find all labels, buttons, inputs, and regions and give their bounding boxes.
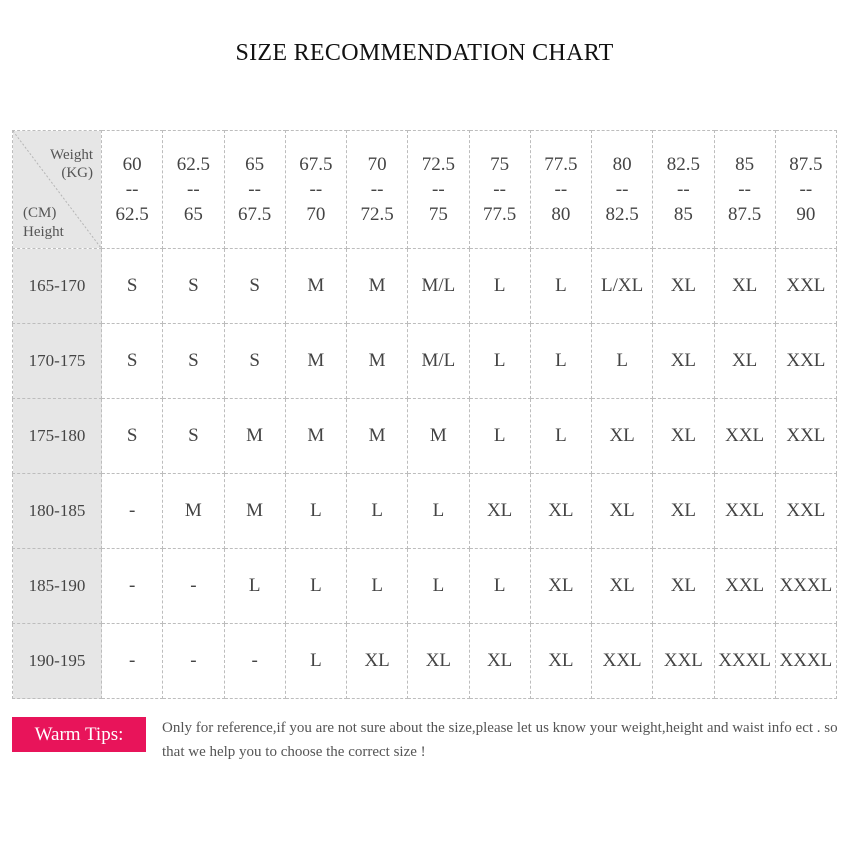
weight-range-to: 65 xyxy=(183,204,203,225)
weight-range-from: 62.5 xyxy=(176,154,210,175)
weight-range-sep: -- xyxy=(554,179,568,200)
weight-range-to: 75 xyxy=(428,204,448,225)
table-row xyxy=(13,249,837,324)
weight-range-to: 72.5 xyxy=(360,204,394,225)
weight-range-to: 70 xyxy=(306,204,326,225)
weight-range-to: 87.5 xyxy=(728,204,762,225)
height-label: Height xyxy=(23,224,64,240)
size-cell: L xyxy=(592,324,653,399)
size-cell: XL xyxy=(653,399,714,474)
table-row xyxy=(13,474,837,549)
weight-range-from: 80 xyxy=(612,154,632,175)
weight-range-header xyxy=(347,131,408,249)
size-cell: XL xyxy=(530,624,591,699)
size-cell: XL xyxy=(653,249,714,324)
weight-range-sep: -- xyxy=(187,179,200,200)
size-cell: XXL xyxy=(714,474,775,549)
weight-range-from: 67.5 xyxy=(299,154,333,175)
size-cell: L xyxy=(347,474,408,549)
size-cell: XL xyxy=(653,324,714,399)
size-cell: XL xyxy=(714,249,775,324)
size-cell: XXL xyxy=(714,399,775,474)
warm-tips-badge: Warm Tips: xyxy=(12,717,146,752)
weight-range-from: 75 xyxy=(490,154,510,175)
weight-range-header xyxy=(224,131,285,249)
weight-label: Weight xyxy=(50,147,93,163)
size-cell: XL xyxy=(653,549,714,624)
size-cell: XXL xyxy=(775,399,836,474)
height-range-header: 175-180 xyxy=(13,399,102,474)
weight-range-sep: -- xyxy=(677,179,690,200)
size-cell: M xyxy=(224,474,285,549)
size-cell: M xyxy=(347,249,408,324)
weight-range-from: 77.5 xyxy=(544,154,578,175)
size-cell: L xyxy=(469,324,530,399)
size-cell: XXL xyxy=(775,474,836,549)
size-cell: XXXL xyxy=(775,624,836,699)
weight-range-sep: -- xyxy=(432,179,445,200)
height-range-header: 190-195 xyxy=(13,624,102,699)
weight-range-header xyxy=(592,131,653,249)
size-cell: XL xyxy=(592,549,653,624)
weight-range-to: 80 xyxy=(551,204,571,225)
size-cell: M xyxy=(285,249,346,324)
weight-range-header xyxy=(469,131,530,249)
size-cell: XL xyxy=(530,474,591,549)
height-range-header: 185-190 xyxy=(13,549,102,624)
size-cell: L xyxy=(285,474,346,549)
weight-range-to: 85 xyxy=(673,204,693,225)
size-cell: M xyxy=(347,324,408,399)
size-cell: L xyxy=(408,549,469,624)
weight-range-from: 72.5 xyxy=(421,154,455,175)
size-cell: L xyxy=(347,549,408,624)
weight-unit: (KG) xyxy=(61,165,93,181)
size-cell: XL xyxy=(653,474,714,549)
size-cell: XL xyxy=(408,624,469,699)
size-cell: M xyxy=(408,399,469,474)
size-cell: S xyxy=(163,399,224,474)
weight-range-sep: -- xyxy=(370,179,384,200)
weight-range-to: 77.5 xyxy=(483,204,517,225)
size-cell: XXXL xyxy=(714,624,775,699)
weight-range-sep: -- xyxy=(248,179,261,200)
weight-range-header xyxy=(102,131,163,249)
size-cell: L xyxy=(224,549,285,624)
weight-range-from: 82.5 xyxy=(666,154,700,175)
weight-range-sep: -- xyxy=(615,179,629,200)
weight-range-from: 60 xyxy=(122,154,142,175)
size-cell: S xyxy=(224,324,285,399)
size-cell: M xyxy=(285,399,346,474)
size-cell: M xyxy=(347,399,408,474)
size-cell: L xyxy=(285,624,346,699)
size-table xyxy=(12,130,837,699)
table-row xyxy=(13,624,837,699)
weight-range-header xyxy=(530,131,591,249)
size-cell: - xyxy=(163,549,224,624)
size-cell: S xyxy=(163,324,224,399)
size-cell: XXL xyxy=(775,249,836,324)
size-cell: S xyxy=(102,399,163,474)
size-cell: M xyxy=(224,399,285,474)
size-cell: XL xyxy=(469,474,530,549)
size-cell: XL xyxy=(592,399,653,474)
size-cell: XXL xyxy=(592,624,653,699)
weight-range-sep: -- xyxy=(309,179,323,200)
table-row xyxy=(13,324,837,399)
size-cell: XXL xyxy=(775,324,836,399)
weight-header-row xyxy=(13,131,837,249)
weight-range-from: 85 xyxy=(735,154,755,175)
size-cell: XL xyxy=(530,549,591,624)
size-cell: XXL xyxy=(653,624,714,699)
height-axis-label xyxy=(23,204,64,242)
size-cell: S xyxy=(102,249,163,324)
corner-cell xyxy=(13,131,102,249)
size-cell: L xyxy=(469,249,530,324)
weight-range-sep: -- xyxy=(125,179,139,200)
weight-range-to: 82.5 xyxy=(605,204,639,225)
size-cell: XL xyxy=(592,474,653,549)
size-cell: S xyxy=(102,324,163,399)
size-cell: L xyxy=(530,324,591,399)
size-cell: - xyxy=(163,624,224,699)
size-cell: L/XL xyxy=(592,249,653,324)
size-cell: XL xyxy=(714,324,775,399)
size-cell: L xyxy=(530,399,591,474)
size-cell: L xyxy=(469,549,530,624)
weight-range-header xyxy=(285,131,346,249)
size-cell: L xyxy=(408,474,469,549)
weight-range-sep: -- xyxy=(738,179,751,200)
size-cell: S xyxy=(224,249,285,324)
height-range-header: 170-175 xyxy=(13,324,102,399)
size-cell: XL xyxy=(347,624,408,699)
weight-axis-label xyxy=(50,146,93,182)
size-cell: XL xyxy=(469,624,530,699)
weight-range-header xyxy=(653,131,714,249)
weight-range-header xyxy=(714,131,775,249)
weight-range-from: 65 xyxy=(245,154,265,175)
size-cell: M xyxy=(285,324,346,399)
weight-range-to: 67.5 xyxy=(238,204,272,225)
height-unit: (CM) xyxy=(23,205,57,221)
size-cell: XXXL xyxy=(775,549,836,624)
size-cell: XXL xyxy=(714,549,775,624)
table-row xyxy=(13,399,837,474)
size-cell: - xyxy=(102,549,163,624)
size-cell: L xyxy=(469,399,530,474)
size-cell: - xyxy=(102,624,163,699)
weight-range-header xyxy=(775,131,836,249)
weight-range-to: 62.5 xyxy=(115,204,149,225)
table-row xyxy=(13,549,837,624)
size-cell: L xyxy=(285,549,346,624)
size-cell: - xyxy=(102,474,163,549)
size-cell: M/L xyxy=(408,324,469,399)
size-cell: M/L xyxy=(408,249,469,324)
size-cell: S xyxy=(163,249,224,324)
weight-range-from: 70 xyxy=(367,154,387,175)
size-cell: - xyxy=(224,624,285,699)
weight-range-to: 90 xyxy=(796,204,816,225)
weight-range-sep: -- xyxy=(799,179,813,200)
size-cell: M xyxy=(163,474,224,549)
weight-range-header xyxy=(408,131,469,249)
size-cell: L xyxy=(530,249,591,324)
weight-range-sep: -- xyxy=(493,179,506,200)
warm-tips-text: Only for reference,if you are not sure about the size,please let us know your weight,height and waist info ect . so that we help you to choose the correct size ! xyxy=(162,720,838,760)
chart-title: SIZE RECOMMENDATION CHART xyxy=(235,40,614,66)
height-range-header: 165-170 xyxy=(13,249,102,324)
weight-range-from: 87.5 xyxy=(789,154,823,175)
weight-range-header xyxy=(163,131,224,249)
height-range-header: 180-185 xyxy=(13,474,102,549)
